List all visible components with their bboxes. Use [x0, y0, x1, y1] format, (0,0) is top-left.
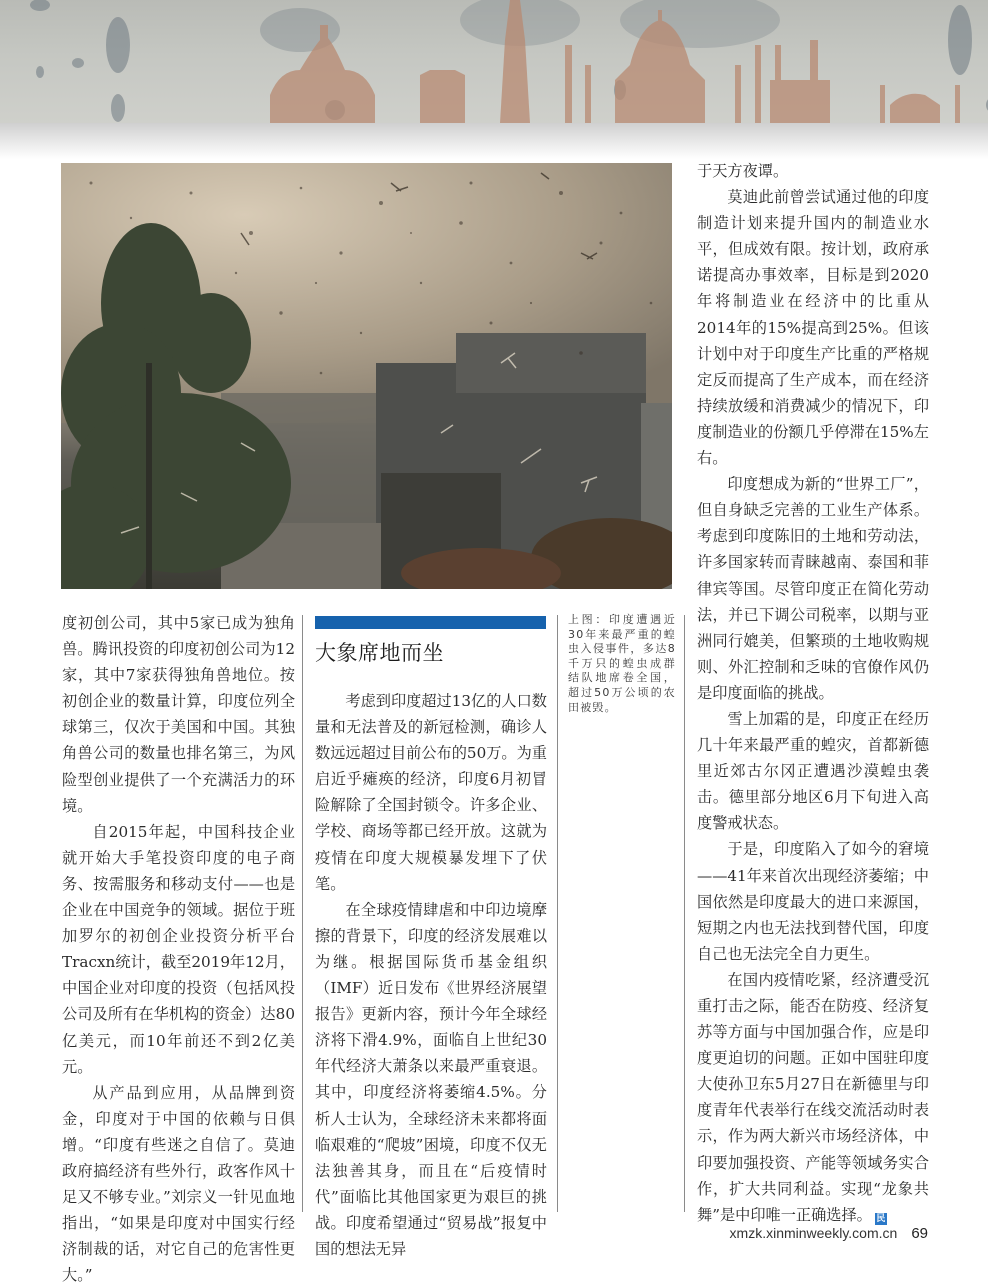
column-divider: [684, 615, 685, 1212]
locust-photo-illustration: [61, 163, 672, 589]
paragraph: 度初创公司，其中5家已成为独角兽。腾讯投资的印度初创公司为12家，其中7家获得独角兽地位。按初创企业的数量计算，印度位列全球第三，仅次于美国和中国。其独角兽公司的数量也排名第三，为风险型创业提供了一个充满活力的环境。: [62, 614, 295, 815]
article-column-1: [62, 610, 295, 1288]
article-column-2: [315, 688, 547, 1262]
locust-swarm-photo: [61, 163, 672, 589]
header-banner: [0, 0, 988, 123]
paragraph-text: 在国内疫情吃紧，经济遭受沉重打击之际，能否在防疫、经济复苏等方面与中国加强合作，应是印度更迫切的问题。正如中国驻印度大使孙卫东5月27日在新德里与印度青年代表举行在线交流活动时表示，作为两大新兴市场经济体，中印要加强投资、产能等领域务实合作，扩大共同利益。实现“龙象共舞”是中印唯一正确选择。: [697, 970, 929, 1224]
paragraph: 在全球疫情肆虐和中印边境摩擦的背景下，印度的经济发展难以为继。根据国际货币基金组织（IMF）近日发布《世界经济展望报告》更新内容，预计今年全球经济将下滑4.9%，面临自上世纪30年代经济大萧条以来最严重衰退。其中，印度经济将萎缩4.5%。分析人士认为，全球经济未来都将面临艰难的“爬坡”困境，印度不仅无法独善其身，而且在“后疫情时代”面临比其他国家更为艰巨的挑战。印度希望通过“贸易战”报复中国的想法无异: [315, 900, 547, 1258]
column-divider: [557, 615, 558, 1212]
section-accent-bar: [315, 616, 546, 629]
paragraph: 莫迪此前曾尝试通过他的印度制造计划来提升国内的制造业水平，但成效有限。按计划，政府承诺提高办事效率，目标是到2020年将制造业在经济中的比重从2014年的15%提高到25%。但该计划中对于印度生产比重的严格规定反而提高了生产成本，而在经济持续放缓和消费减少的情况下，印度制造业的份额几乎停滞在15%左右。: [697, 188, 929, 468]
photo-caption: 上图：印度遭遇近30年来最严重的蝗虫入侵事件，多达8千万只的蝗虫成群结队地席卷全国，超过50万公顷的农田被毁。: [568, 613, 676, 714]
india-skyline-illustration: [0, 0, 988, 123]
paragraph: 于天方夜谭。: [697, 162, 789, 180]
page-number: 69: [911, 1225, 928, 1242]
paragraph: 雪上加霜的是，印度正在经历几十年来最严重的蝗灾，首都新德里近郊古尔冈正遭遇沙漠蝗虫袭击。德里部分地区6月下旬进入高度警戒状态。: [697, 709, 929, 833]
column-divider: [302, 615, 303, 1212]
article-column-4: [697, 158, 929, 1228]
paragraph: 自2015年起，中国科技企业就开始大手笔投资印度的电子商务、按需服务和移动支付——也是企业在中国竞争的领域。据位于班加罗尔的初创企业投资分析平台Tracxn统计，截至2019年12月，中国企业对印度的投资（包括风投公司及所有在华机构的资金）达80亿美元，而10年前还不到2亿美元。: [62, 822, 295, 1076]
section-title: 大象席地而坐: [315, 641, 444, 665]
banner-shadow: [0, 123, 988, 159]
footer-url[interactable]: xmzk.xinminweekly.com.cn: [729, 1225, 898, 1241]
page-footer: [700, 1225, 928, 1242]
paragraph: 印度想成为新的“世界工厂”，但自身缺乏完善的工业生产体系。考虑到印度陈旧的土地和劳动法，许多国家转而青睐越南、泰国和菲律宾等国。尽管印度正在简化劳动法，并已下调公司税率，以期与亚洲同行媲美，但繁琐的土地收购规则、外汇控制和乏味的官僚作风仍是印度面临的挑战。: [697, 475, 929, 702]
paragraph: 从产品到应用，从品牌到资金，印度对于中国的依赖与日俱增。“印度有些迷之自信了。莫迪政府搞经济有些外行，政客作风十足又不够专业。”刘宗义一针见血地指出，“如果是印度对中国实行经济制裁的话，对它自己的危害性更大。”: [62, 1083, 295, 1285]
paragraph: 于是，印度陷入了如今的窘境——41年来首次出现经济萎缩；中国依然是印度最大的进口来源国，短期之内也无法找到替代国，印度自己也无法完全自力更生。: [697, 840, 929, 963]
magazine-end-logo-icon: 民: [876, 1213, 886, 1224]
paragraph: 考虑到印度超过13亿的人口数量和无法普及的新冠检测，确诊人数远远超过目前公布的50万。为重启近乎瘫痪的经济，印度6月初冒险解除了全国封锁令。许多企业、学校、商场等都已经开放。这就为疫情在印度大规模暴发埋下了伏笔。: [315, 692, 547, 893]
paragraph-final: [697, 967, 929, 1228]
